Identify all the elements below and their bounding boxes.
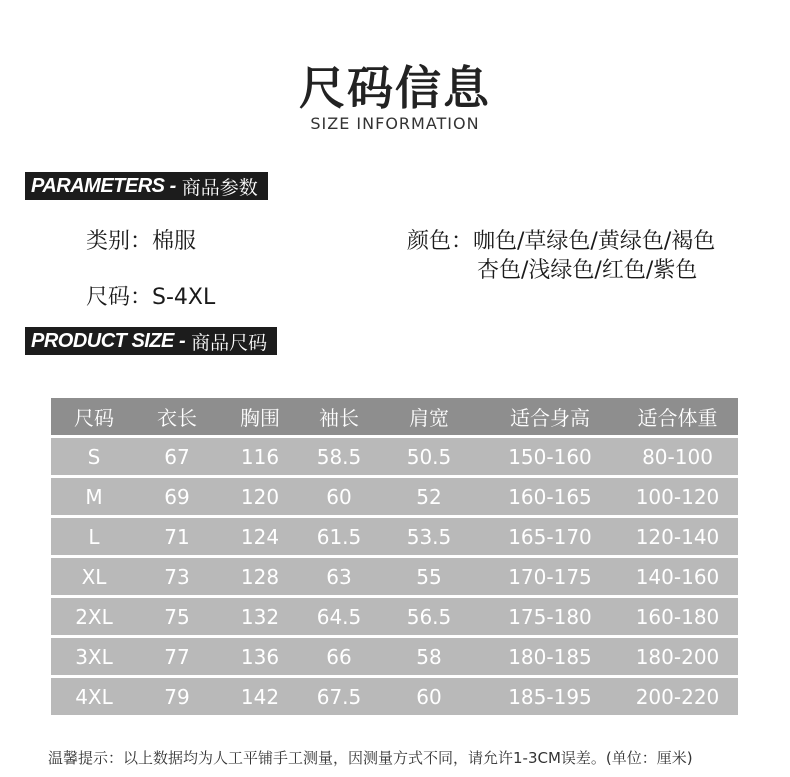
table-row <box>51 478 738 515</box>
measurement-note: 温馨提示：以上数据均为人工平铺手工测量，因测量方式不同，请允许1-3CM误差。(单位：厘米) <box>48 749 693 767</box>
table-cell: 132 <box>217 598 303 635</box>
table-cell: 185-195 <box>483 678 617 715</box>
table-header-cell: 适合身高 <box>483 398 617 435</box>
table-cell: 180-185 <box>483 638 617 675</box>
category-label: 类别：棉服 <box>86 229 197 254</box>
colors-label-line1: 颜色：咖色/草绿色/黄绿色/褐色 <box>407 229 716 254</box>
colors-label-line2: 杏色/浅绿色/红色/紫色 <box>477 258 698 283</box>
size-range-label: 尺码：S-4XL <box>86 285 216 310</box>
table-cell: 140-160 <box>617 558 738 595</box>
table-cell: 80-100 <box>617 438 738 475</box>
table-cell: 60 <box>303 478 375 515</box>
parameters-tag-en: PARAMETERS - <box>31 174 176 197</box>
table-cell: 71 <box>137 518 217 555</box>
page-subtitle: SIZE INFORMATION <box>310 114 480 133</box>
table-cell: 58 <box>375 638 483 675</box>
table-cell: 120 <box>217 478 303 515</box>
table-cell: 66 <box>303 638 375 675</box>
page-title: 尺码信息 <box>299 61 491 115</box>
table-row <box>51 678 738 715</box>
table-cell: 170-175 <box>483 558 617 595</box>
table-cell: L <box>51 518 137 555</box>
table-cell: 69 <box>137 478 217 515</box>
table-header-cell: 袖长 <box>303 398 375 435</box>
product-size-tag-cn: 商品尺码 <box>191 331 268 354</box>
table-header-cell: 适合体重 <box>617 398 738 435</box>
table-cell: 124 <box>217 518 303 555</box>
table-cell: 4XL <box>51 678 137 715</box>
table-cell: M <box>51 478 137 515</box>
table-cell: 58.5 <box>303 438 375 475</box>
table-cell: 63 <box>303 558 375 595</box>
table-cell: 50.5 <box>375 438 483 475</box>
table-cell: 175-180 <box>483 598 617 635</box>
table-cell: 100-120 <box>617 478 738 515</box>
table-row <box>51 598 738 635</box>
product-size-tag-en: PRODUCT SIZE - <box>31 329 186 352</box>
size-table <box>51 395 738 718</box>
table-cell: 77 <box>137 638 217 675</box>
product-size-section-tag <box>25 327 277 355</box>
table-cell: 55 <box>375 558 483 595</box>
table-cell: 136 <box>217 638 303 675</box>
table-header-cell: 衣长 <box>137 398 217 435</box>
table-row <box>51 558 738 595</box>
table-cell: 3XL <box>51 638 137 675</box>
table-cell: 2XL <box>51 598 137 635</box>
table-cell: 75 <box>137 598 217 635</box>
table-cell: 73 <box>137 558 217 595</box>
table-cell: 64.5 <box>303 598 375 635</box>
table-header-cell: 胸围 <box>217 398 303 435</box>
table-cell: 142 <box>217 678 303 715</box>
table-cell: 56.5 <box>375 598 483 635</box>
table-row <box>51 638 738 675</box>
parameters-tag-cn: 商品参数 <box>181 176 258 199</box>
table-cell: 120-140 <box>617 518 738 555</box>
table-cell: 180-200 <box>617 638 738 675</box>
table-cell: 165-170 <box>483 518 617 555</box>
table-cell: 79 <box>137 678 217 715</box>
table-cell: 160-180 <box>617 598 738 635</box>
table-cell: 150-160 <box>483 438 617 475</box>
table-cell: 200-220 <box>617 678 738 715</box>
table-cell: 67.5 <box>303 678 375 715</box>
table-cell: S <box>51 438 137 475</box>
table-cell: 67 <box>137 438 217 475</box>
table-cell: 160-165 <box>483 478 617 515</box>
table-row <box>51 438 738 475</box>
parameters-section-tag <box>25 172 268 200</box>
table-cell: XL <box>51 558 137 595</box>
table-header-cell: 肩宽 <box>375 398 483 435</box>
table-header-cell: 尺码 <box>51 398 137 435</box>
table-cell: 61.5 <box>303 518 375 555</box>
table-row <box>51 518 738 555</box>
table-cell: 116 <box>217 438 303 475</box>
table-cell: 53.5 <box>375 518 483 555</box>
table-cell: 128 <box>217 558 303 595</box>
table-cell: 52 <box>375 478 483 515</box>
table-header-row <box>51 398 738 435</box>
table-cell: 60 <box>375 678 483 715</box>
